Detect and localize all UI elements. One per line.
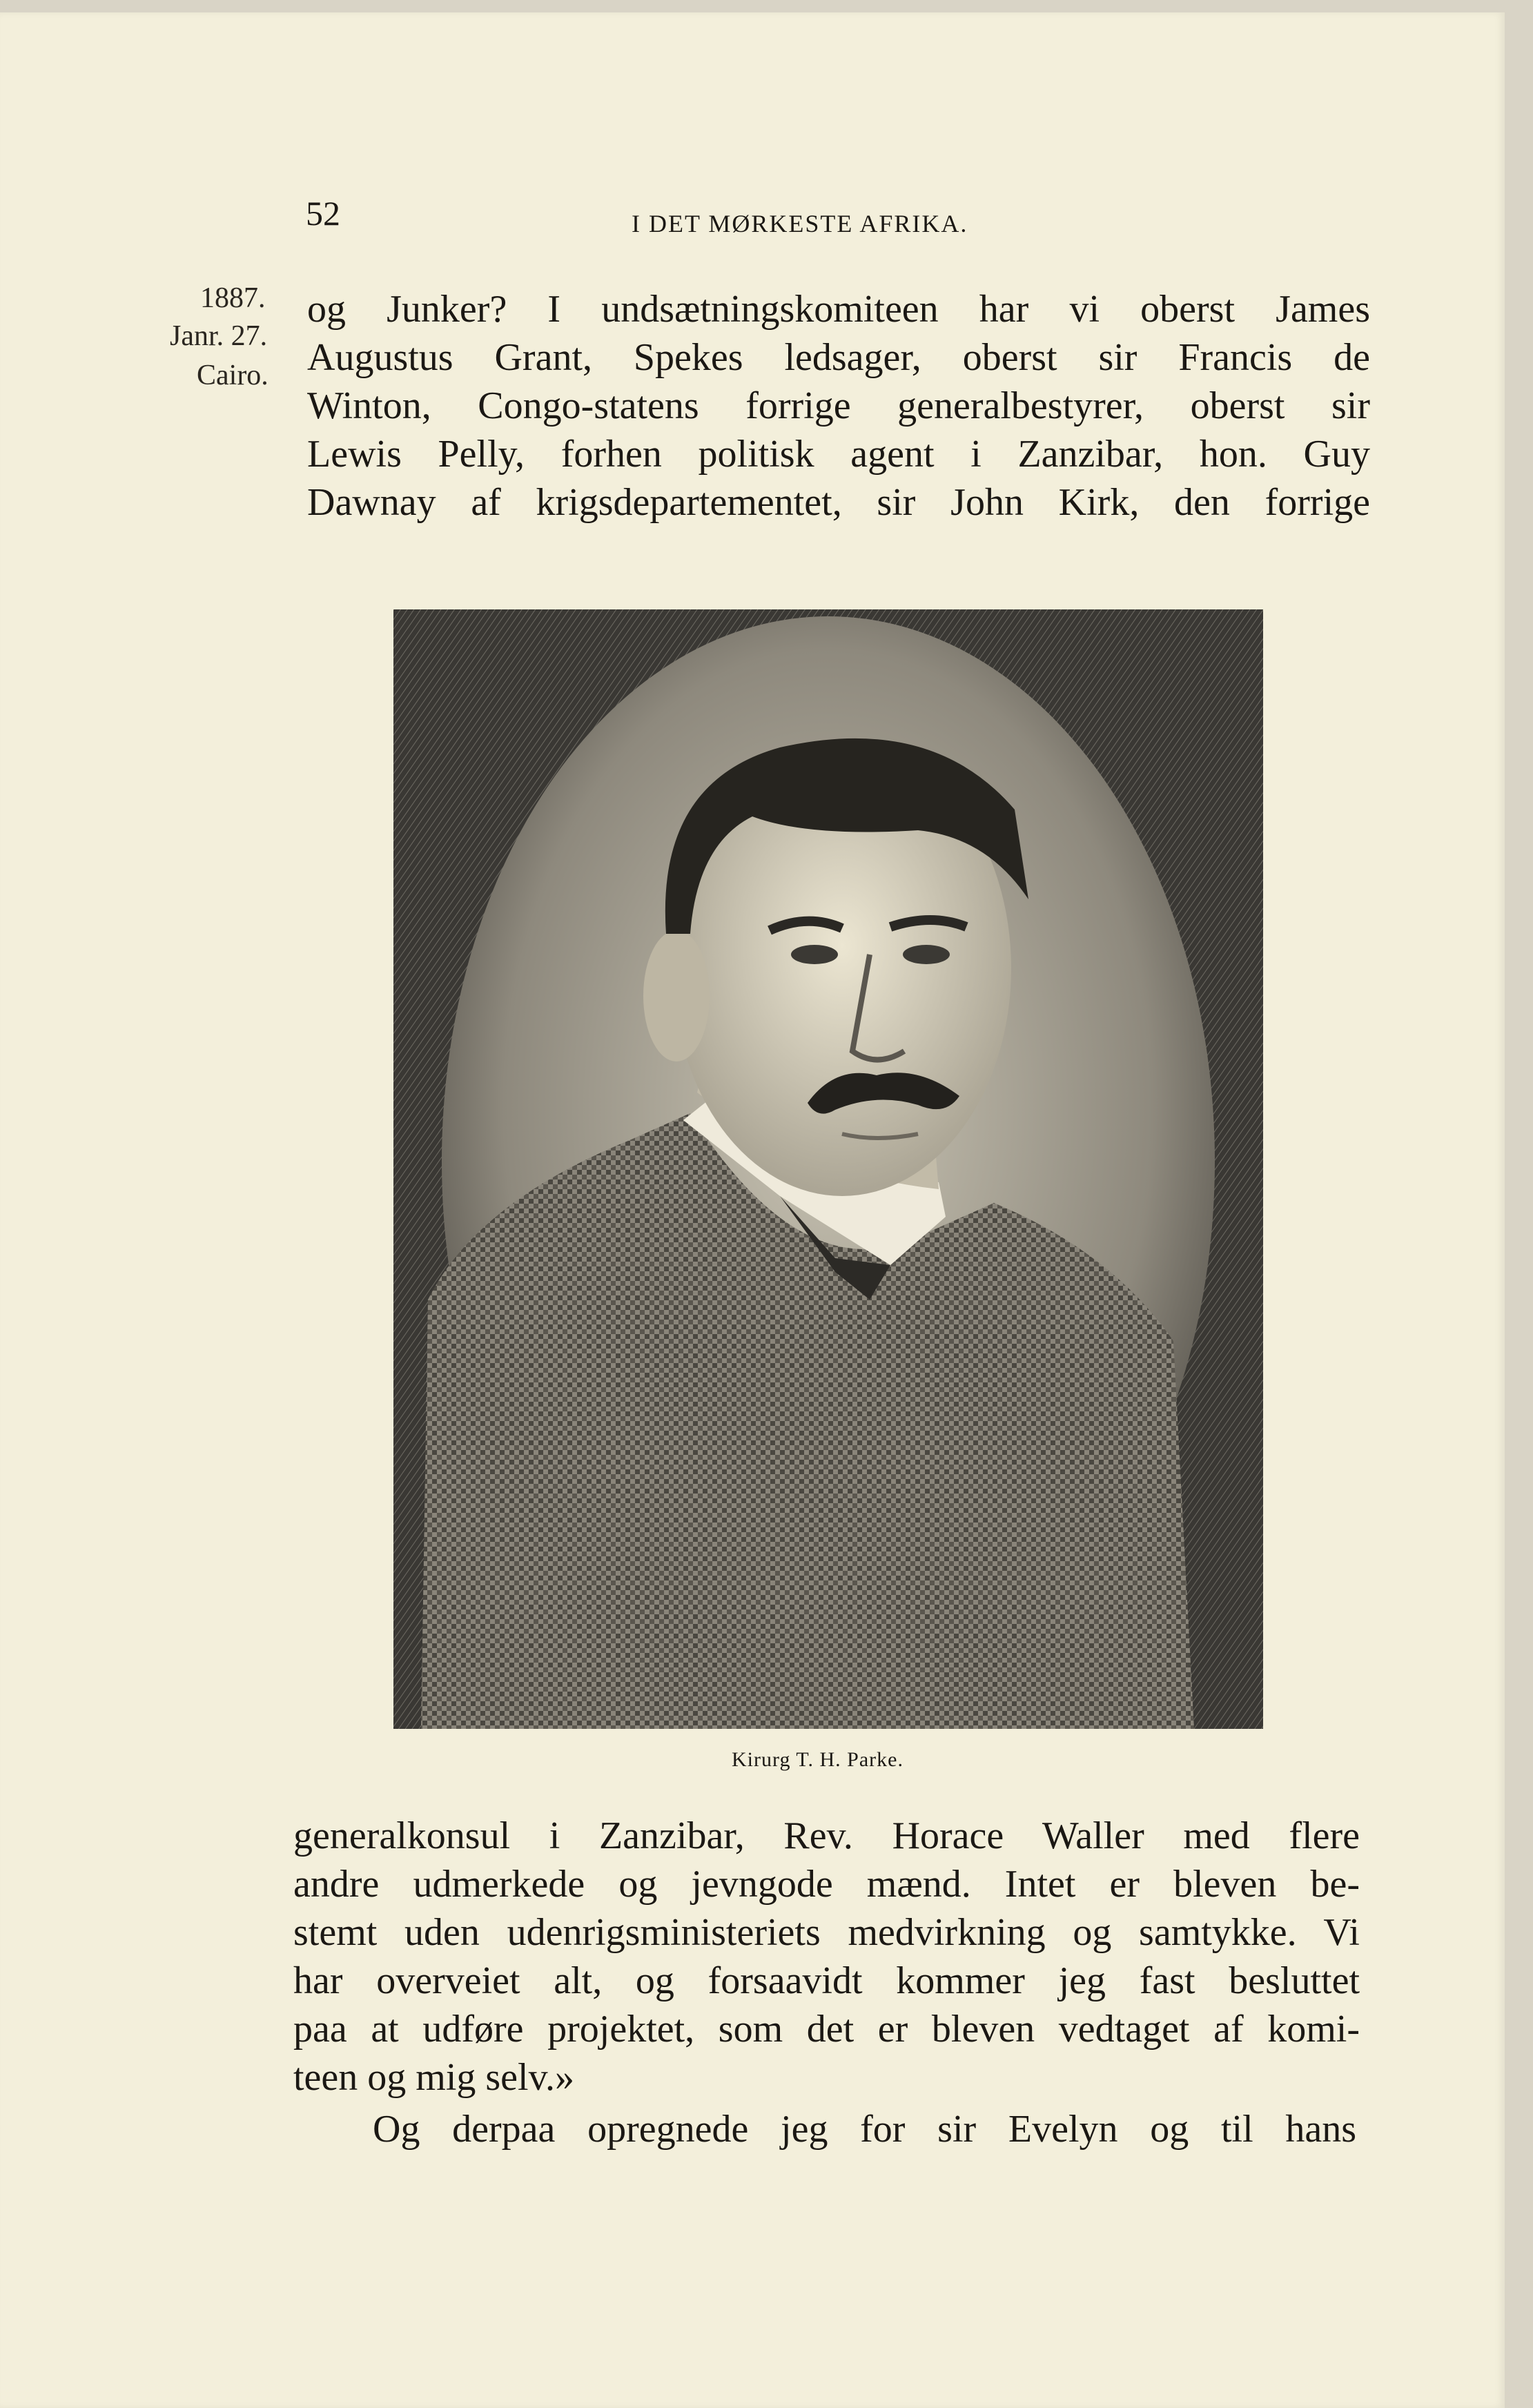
margin-note-year: 1887.: [200, 282, 266, 314]
book-page: [0, 12, 1505, 2408]
text-line: har overveiet alt, og forsaavidt kommer jeg fast besluttet: [293, 1959, 1360, 2002]
text-line: Augustus Grant, Spekes ledsager, oberst sir Francis de: [307, 336, 1370, 379]
text-line: paa at udføre projektet, som det er bleven vedtaget af komi-: [293, 2008, 1360, 2050]
text-line: Winton, Congo-statens forrige generalbestyrer, oberst sir: [307, 384, 1370, 427]
text-line: generalkonsul i Zanzibar, Rev. Horace Waller med flere: [293, 1814, 1360, 1857]
margin-note-date: Janr. 27.: [170, 320, 268, 352]
portrait-engraving: [393, 609, 1263, 1729]
text-line: teen og mig selv.»: [293, 2056, 574, 2099]
text-line: Lewis Pelly, forhen politisk agent i Zanzibar, hon. Guy: [307, 433, 1370, 476]
page-number: 52: [306, 194, 340, 233]
text-line: og Junker? I undsætningskomiteen har vi oberst James: [307, 288, 1370, 331]
text-line: Og derpaa opregnede jeg for sir Evelyn og til hans: [373, 2108, 1356, 2151]
text-line: stemt uden udenrigsministeriets medvirkning og samtykke. Vi: [293, 1911, 1360, 1954]
figure-caption: Kirurg T. H. Parke.: [732, 1748, 904, 1771]
running-title: I DET MØRKESTE AFRIKA.: [632, 210, 968, 237]
text-line: Dawnay af krigsdepartementet, sir John Kirk, den forrige: [307, 481, 1370, 524]
text-line: andre udmerkede og jevngode mænd. Intet er bleven be-: [293, 1863, 1360, 1906]
portrait-illustration: [393, 609, 1263, 1729]
margin-note-place: Cairo.: [197, 360, 268, 391]
